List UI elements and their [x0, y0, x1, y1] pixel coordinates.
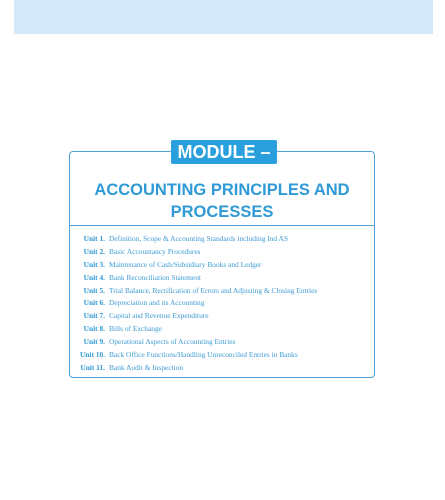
- module-title-line-2: PROCESSES: [170, 203, 274, 221]
- unit-number: Unit 2.: [83, 246, 105, 256]
- unit-number: Unit 5.: [83, 285, 105, 295]
- unit-title: Basic Accountancy Procedures: [109, 246, 201, 256]
- module-badge: MODULE – A: [171, 140, 277, 164]
- unit-number: Unit 4.: [83, 272, 105, 282]
- unit-title: Bank Reconciliation Statement: [109, 272, 201, 282]
- top-banner: [14, 0, 433, 34]
- unit-number: Unit 1.: [83, 234, 105, 243]
- module-title: [70, 179, 374, 223]
- unit-number: Unit 11.: [80, 362, 105, 372]
- unit-number: Unit 7.: [83, 311, 105, 321]
- unit-item: [72, 362, 372, 375]
- unit-item: [72, 233, 372, 246]
- module-title-line-1: ACCOUNTING PRINCIPLES AND: [94, 181, 350, 199]
- unit-title: Back Office Functions/Handling Unreconciled Entries in Banks: [109, 350, 298, 360]
- unit-title: Operational Aspects of Accounting Entries: [109, 337, 236, 347]
- unit-number: Unit 10.: [79, 350, 105, 360]
- unit-number: Unit 8.: [83, 324, 105, 334]
- unit-title: Bills of Exchange: [109, 324, 162, 334]
- unit-number: Unit 3.: [83, 259, 105, 269]
- unit-item: [72, 272, 372, 285]
- unit-item: [72, 323, 372, 336]
- unit-number: Unit 6.: [83, 298, 105, 308]
- unit-title: Trial Balance, Rectification of Errors and Adjusting & Closing Entries: [109, 285, 318, 295]
- title-divider: [70, 225, 374, 226]
- unit-title: Maintenance of Cash/Subsidiary Books and Ledger: [109, 259, 262, 269]
- unit-item: [72, 297, 372, 310]
- unit-list: [72, 233, 372, 375]
- unit-title: Bank Audit & Inspection: [109, 362, 184, 372]
- unit-item: [72, 246, 372, 259]
- unit-title: Depreciation and its Accounting: [109, 298, 205, 308]
- unit-item: [72, 285, 372, 298]
- unit-item: [72, 349, 372, 362]
- unit-item: [72, 336, 372, 349]
- unit-number: Unit 9.: [83, 337, 105, 347]
- unit-title: Definition, Scope & Accounting Standards including Ind AS: [109, 234, 288, 243]
- unit-title: Capital and Revenue Expenditure: [109, 311, 209, 321]
- unit-item: [72, 310, 372, 323]
- unit-item: [72, 259, 372, 272]
